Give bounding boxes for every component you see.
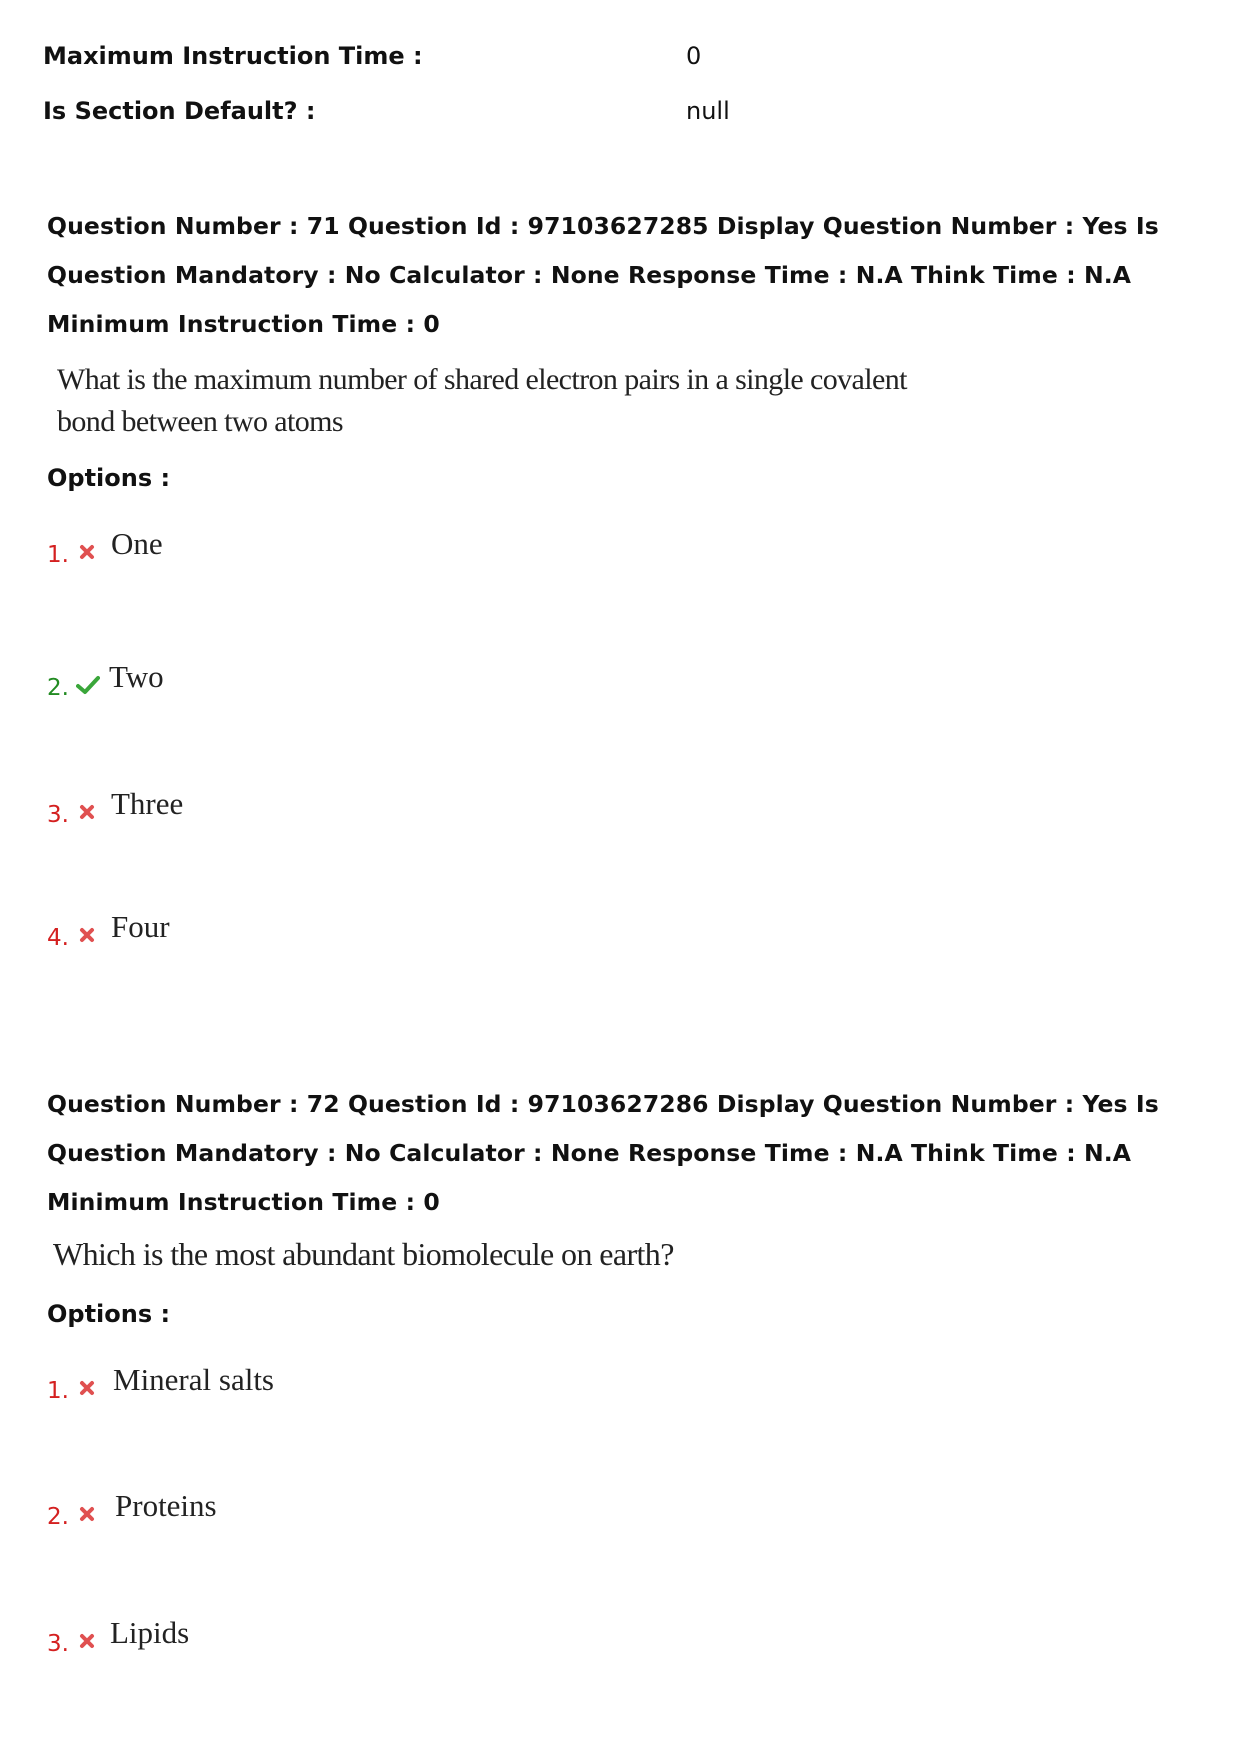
option-number: 1. (47, 542, 69, 568)
option-text: Four (111, 909, 170, 944)
option-3[interactable] (47, 788, 647, 838)
cross-icon (77, 802, 97, 822)
option-text: Three (111, 786, 184, 821)
check-icon (76, 675, 100, 695)
cross-icon (77, 542, 97, 562)
option-2[interactable] (47, 1490, 647, 1540)
options-label: Options : (47, 464, 171, 492)
question-header: Question Number : 71 Question Id : 97103627285 Display Question Number : Yes Is Question Mandatory : No Calculator : None Response Time : N.A Think Time : N.A Minimum Instruction Time : 0 (47, 212, 1159, 338)
option-2[interactable] (47, 661, 647, 711)
cross-icon (77, 1631, 97, 1651)
option-number: 1. (47, 1378, 69, 1404)
question-header: Question Number : 72 Question Id : 97103627286 Display Question Number : Yes Is Question Mandatory : No Calculator : None Response Time : N.A Think Time : N.A Minimum Instruction Time : 0 (47, 1090, 1159, 1216)
section-default-label: Is Section Default? : (43, 97, 316, 125)
cross-icon (77, 1504, 97, 1524)
option-text: Proteins (115, 1488, 217, 1523)
options-label: Options : (47, 1300, 171, 1328)
section-default-value: null (686, 97, 730, 125)
option-text: Mineral salts (113, 1362, 274, 1397)
max-instruction-value: 0 (686, 42, 702, 70)
option-number: 2. (47, 1504, 69, 1530)
question-text: What is the maximum number of shared electron pairs in a single covalent bond between two atoms (57, 363, 907, 438)
cross-icon (77, 925, 97, 945)
option-number: 4. (47, 925, 69, 951)
option-number: 2. (47, 675, 69, 701)
option-text: Two (109, 659, 164, 694)
max-instruction-label: Maximum Instruction Time : (43, 42, 423, 70)
cross-icon (77, 1378, 97, 1398)
option-number: 3. (47, 802, 69, 828)
option-4[interactable] (47, 911, 647, 961)
option-text: One (111, 526, 163, 561)
option-number: 3. (47, 1631, 69, 1657)
option-1[interactable] (47, 1364, 647, 1414)
option-1[interactable] (47, 528, 647, 578)
question-text: Which is the most abundant biomolecule on earth? (53, 1236, 674, 1272)
option-text: Lipids (110, 1615, 190, 1650)
option-3[interactable] (47, 1617, 647, 1667)
